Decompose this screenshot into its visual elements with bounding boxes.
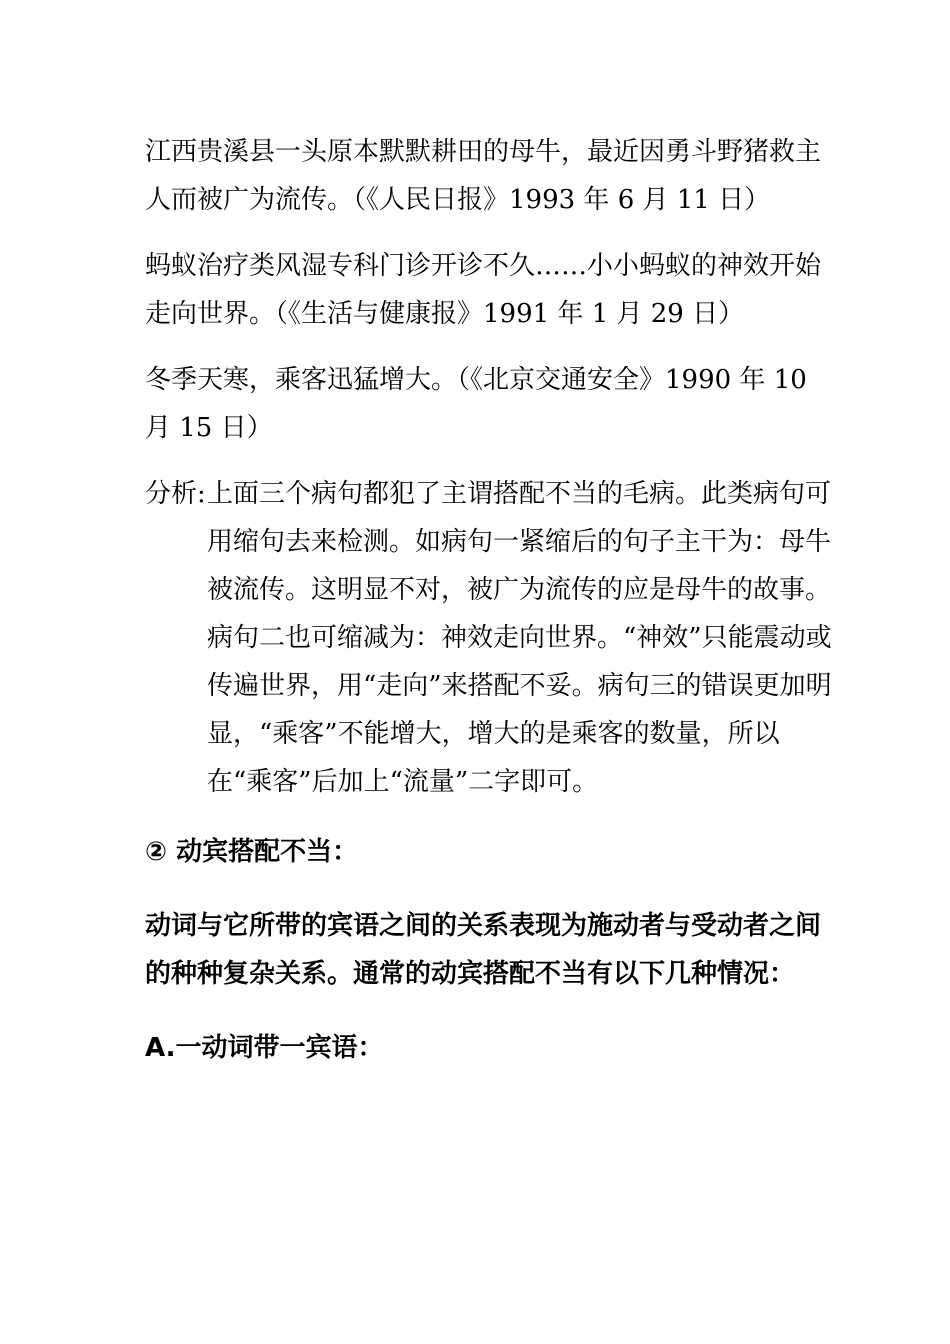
analysis-text: 上面三个病句都犯了主谓搭配不当的毛病。此类病句可用缩句去来检测。如病句一紧缩后的句子主干为：母牛被流传。这明显不对，被广为流传的应是母牛的故事。病句二也可缩减为：神效走向世界。“神效”只能震动或传遍世界，用“走向”来搭配不妥。病句三的错误更加明显，“乘客”不能增大，增大的是乘客的数量，所以在“乘客”后加上“流量”二字即可。 [207, 479, 832, 797]
section-subheading: A.一动词带一宾语： [145, 1033, 384, 1063]
analysis-label: 分析: [145, 479, 206, 509]
document-page [145, 128, 835, 1098]
example-sentence-3: 冬季天寒，乘客迅猛增大。（《北京交通安全》1990 年 10 月 15 日） [145, 365, 807, 443]
analysis-block [145, 470, 835, 806]
section-intro: 动词与它所带的宾语之间的关系表现为施动者与受动者之间的种种复杂关系。通常的动宾搭配不当有以下几种情况： [145, 911, 822, 989]
section-heading: ② 动宾搭配不当： [145, 837, 359, 867]
example-sentence-2: 蚂蚁治疗类风湿专科门诊开诊不久……小小蚂蚁的神效开始走向世界。（《生活与健康报》1991 年 1 月 29 日） [145, 251, 822, 329]
example-sentence-1: 江西贵溪县一头原本默默耕田的母牛，最近因勇斗野猪救主人而被广为流传。（《人民日报》1993 年 6 月 11 日） [145, 137, 822, 215]
